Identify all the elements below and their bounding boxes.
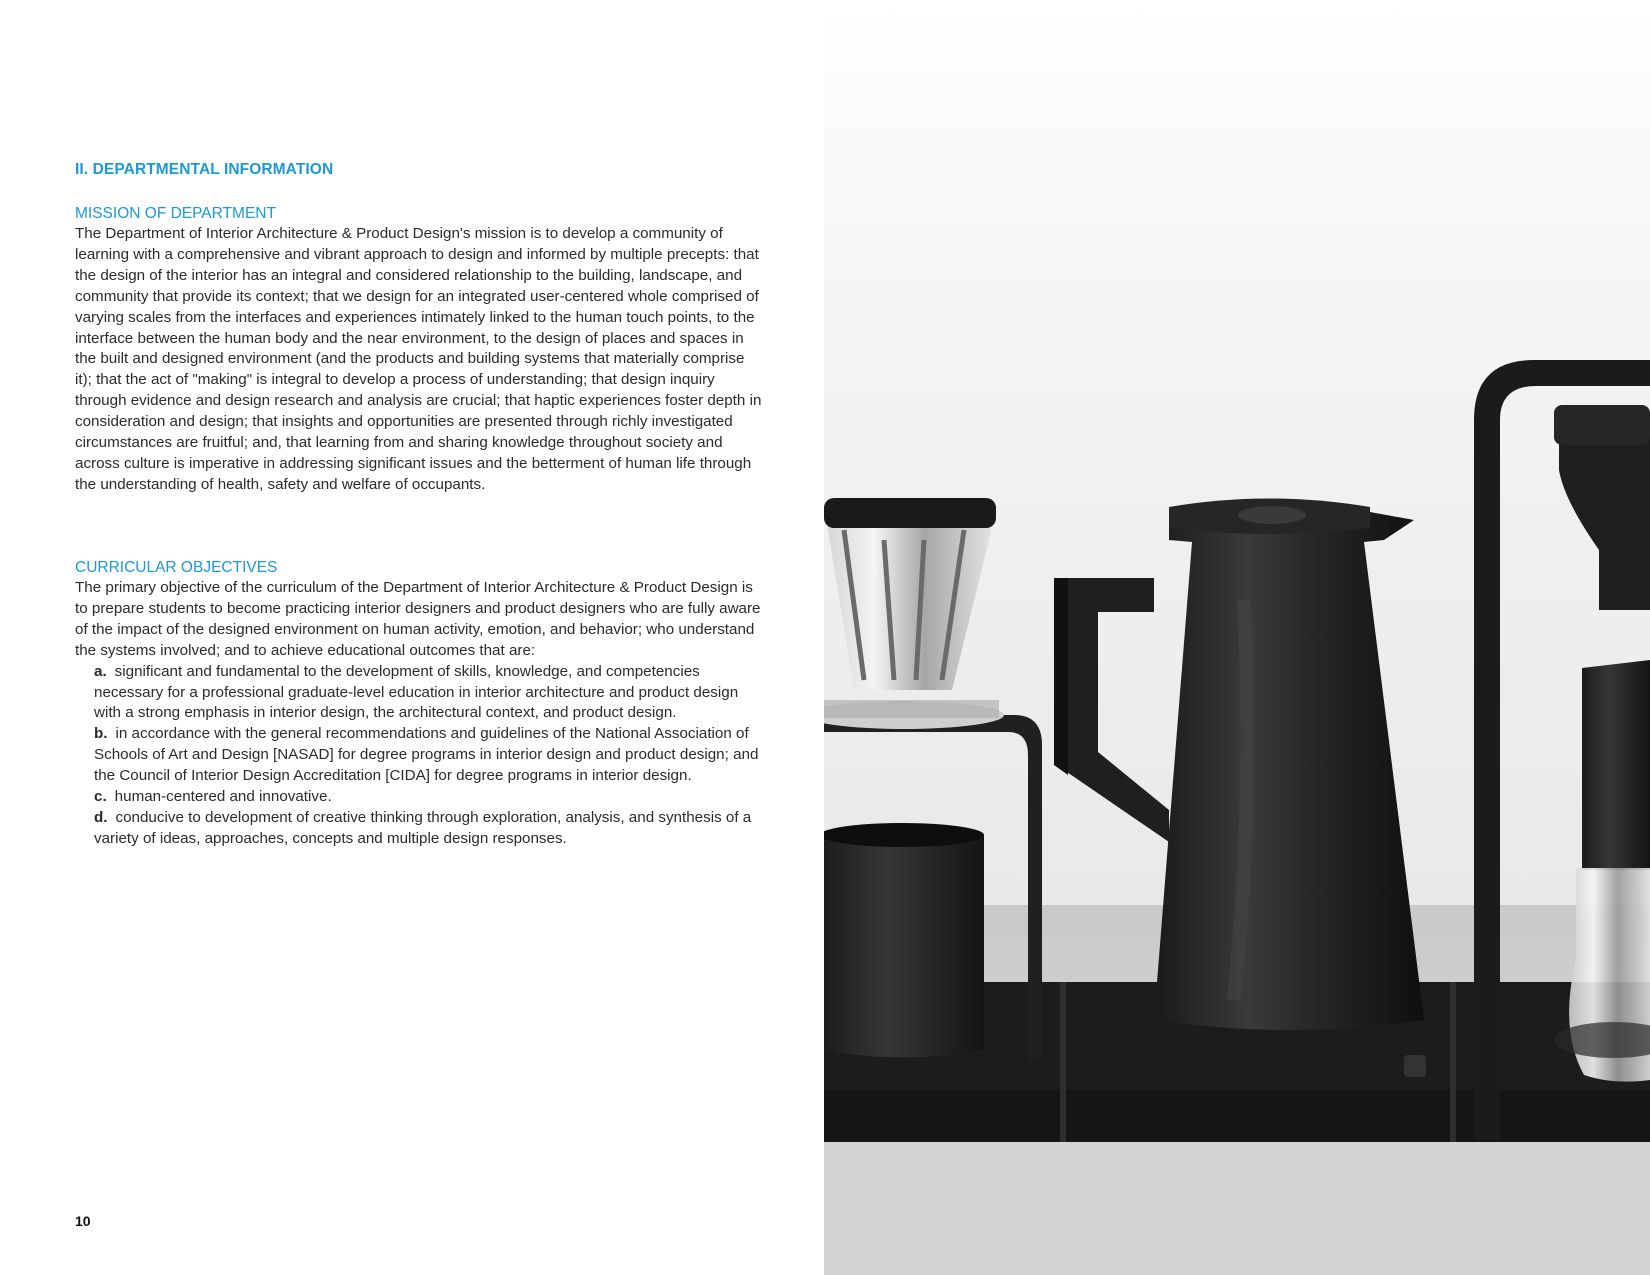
objective-text: significant and fundamental to the development of skills, knowledge, and competencies necessary for a professional graduate-level education in interior architecture and product design with a strong emphasis in interior design, the architectural context, and product design. — [94, 662, 739, 722]
objective-item-d — [94, 808, 765, 850]
objective-text: human-centered and innovative. — [114, 788, 332, 806]
objective-mark: b. — [94, 725, 108, 743]
objective-mark: d. — [94, 808, 108, 826]
objective-text: in accordance with the general recommendations and guidelines of the National Association of Schools of Art and Design [NASAD] for degree programs in interior design and product design; and the Council of Interior Design Accreditation [CIDA] for degree programs in interior design. — [94, 725, 759, 785]
mission-heading: MISSION OF DEPARTMENT — [75, 205, 276, 222]
text-page — [0, 0, 824, 1275]
objective-mark: a. — [94, 662, 107, 680]
objectives-list — [75, 662, 765, 850]
objective-item-c — [94, 787, 765, 808]
objective-item-a — [94, 662, 765, 725]
mission-body: The Department of Interior Architecture & Product Design's mission is to develop a community of learning with a comprehensive and vibrant approach to design and informed by multiple precepts: that the design of the interior has an integral and considered relationship to the building, landscape, and community that provide its context; that we design for an integrated user-centered whole comprised of varying scales from the interfaces and experiences intimately linked to the human touch points, to the interface between the human body and the near environment, to the design of places and spaces in the built and designed environment (and the products and building systems that materially comprise it); that the act of "making" is integral to develop a process of understanding; that design inquiry through evidence and design research and analysis are crucial; that haptic experiences foster depth in consideration and design; that insights and opportunities are presented through richly investigated circumstances are fruitful; and, that learning from and sharing knowledge throughout society and across culture is imperative in addressing significant issues and the betterment of human life through the understanding of health, safety and welfare of occupants. — [75, 225, 762, 493]
section-title: II. DEPARTMENTAL INFORMATION — [75, 161, 334, 178]
objective-item-b — [94, 724, 765, 787]
objective-text: conducive to development of creative thinking through exploration, analysis, and synthesis of a variety of ideas, approaches, concepts and multiple design responses. — [94, 808, 752, 847]
mission-section — [75, 203, 765, 496]
objective-mark: c. — [94, 788, 107, 806]
curricular-intro: The primary objective of the curriculum of the Department of Interior Architecture & Product Design is to prepare students to become practicing interior designers and product designers who are fully aware of the impact of the designed environment on human activity, emotion, and behavior; who understand the systems involved; and to achieve educational outcomes that are: — [75, 579, 761, 659]
curricular-section — [75, 557, 765, 850]
page-number: 10 — [75, 1213, 91, 1229]
curricular-heading: CURRICULAR OBJECTIVES — [75, 559, 278, 576]
coffee-set-photo — [824, 0, 1650, 1275]
